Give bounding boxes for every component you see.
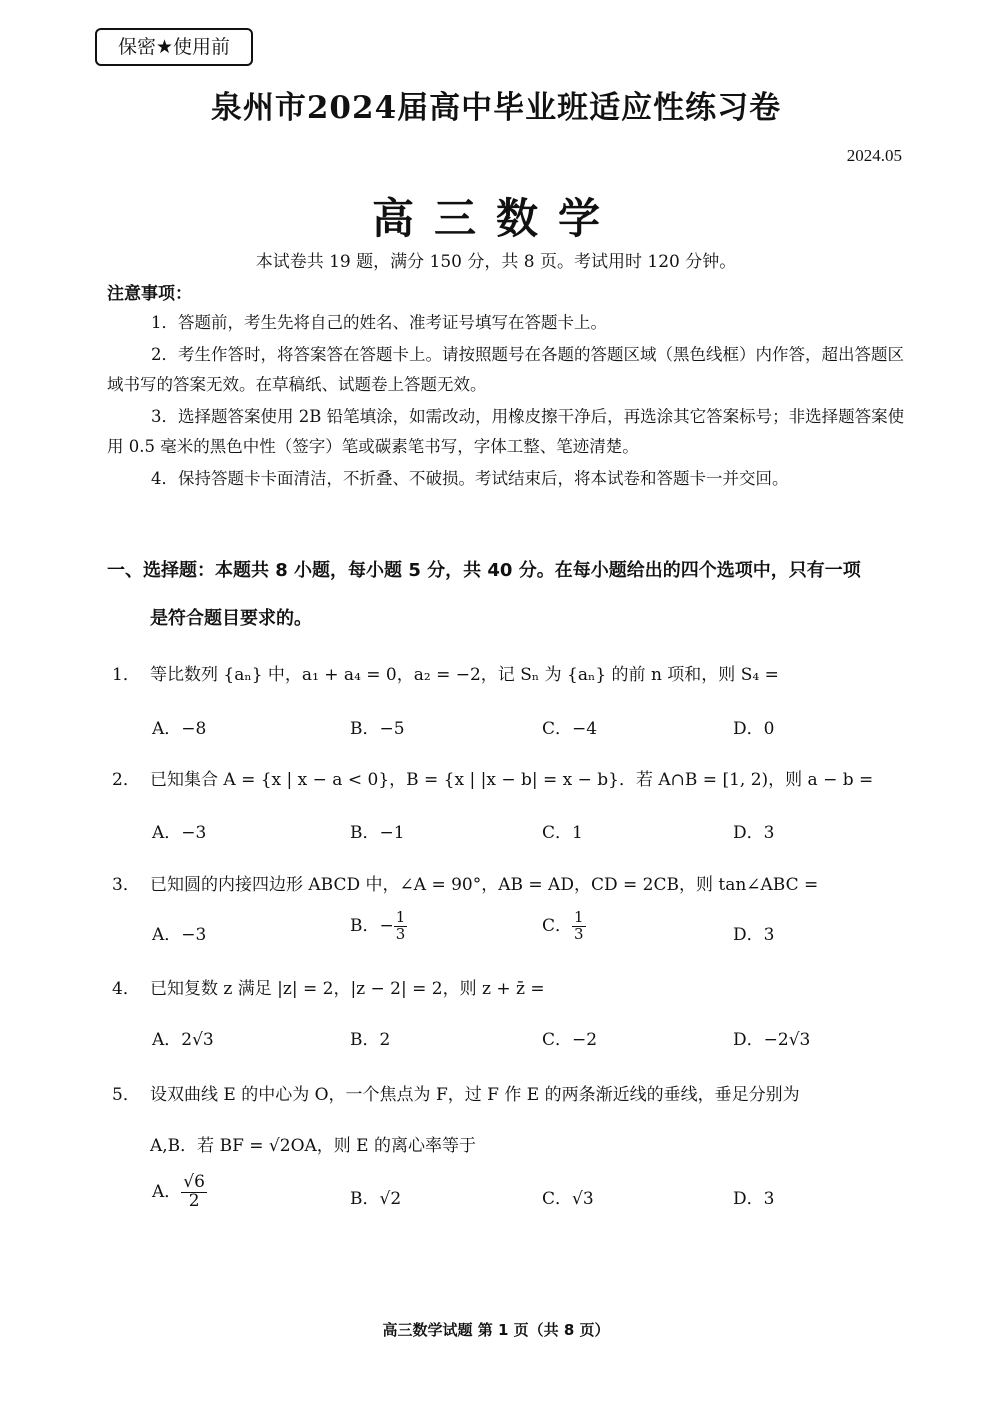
question-number: 3． [112, 875, 140, 895]
numerator: √6 [183, 1172, 205, 1192]
option-d: D．0 [733, 719, 775, 739]
option-c: C．1 [542, 823, 583, 843]
question-text: 已知复数 z 满足 |z| = 2，|z − 2| = 2，则 z + z̄ = [150, 979, 545, 999]
fraction [181, 1174, 207, 1211]
section-heading-line2: 是符合题目要求的。 [150, 608, 312, 629]
fraction [572, 910, 586, 943]
page-footer: 高三数学试题 第 1 页（共 8 页） [382, 1321, 610, 1339]
denominator: 3 [574, 924, 584, 943]
option-label: B．− [350, 915, 394, 936]
exam-title: 泉州市2024届高中毕业班适应性练习卷 [210, 90, 782, 126]
option-d: D．3 [733, 925, 775, 945]
option-b: B．√2 [350, 1189, 402, 1209]
question-2 [112, 765, 912, 790]
question-1 [112, 660, 912, 685]
question-number: 2． [112, 770, 140, 790]
numerator: 1 [395, 908, 406, 926]
option-b: B．−1 [350, 823, 405, 843]
numerator: 1 [574, 908, 584, 926]
section-heading-line1: 一、选择题：本题共 8 小题，每小题 5 分，共 40 分。在每小题给出的四个选项中，只有一项 [107, 560, 861, 581]
subject-title: 高三数学 [371, 194, 620, 243]
notice-item-1: 1．答题前，考生先将自己的姓名、准考证号填写在答题卡上。 [151, 313, 607, 332]
option-b: B．2 [350, 1030, 391, 1050]
denominator: 3 [395, 924, 406, 943]
option-b: B．−5 [350, 719, 405, 739]
option-a: A．−3 [152, 823, 207, 843]
option-c: C．−4 [542, 719, 598, 739]
option-a: A．−8 [152, 719, 207, 739]
option-a: A．2√3 [152, 1030, 214, 1050]
option-label: C． [542, 915, 573, 936]
question-3 [112, 870, 912, 895]
question-text: 已知圆的内接四边形 ABCD 中，∠A = 90°，AB = AD，CD = 2CB，则 tan∠ABC = [150, 875, 819, 895]
question-text: 等比数列 {aₙ} 中，a₁ + a₄ = 0，a₂ = −2，记 Sₙ 为 {aₙ} 的前 n 项和，则 S₄ = [150, 665, 779, 685]
option-c: C．−2 [542, 1030, 598, 1050]
question-text: 设双曲线 E 的中心为 O，一个焦点为 F，过 F 作 E 的两条渐近线的垂线，垂足分别为 [150, 1085, 800, 1105]
question-5-continued: A,B．若 BF = √2OA，则 E 的离心率等于 [150, 1136, 476, 1156]
option-a: A．−3 [152, 925, 207, 945]
question-number: 1． [112, 665, 140, 685]
question-number: 5． [112, 1085, 140, 1105]
option-c: C．√3 [542, 1189, 594, 1209]
notice-item-4: 4．保持答题卡卡面清洁，不折叠、不破损。考试结束后，将本试卷和答题卡一并交回。 [151, 469, 789, 488]
question-number: 4． [112, 979, 140, 999]
option-d: D．3 [733, 823, 775, 843]
fraction [394, 910, 408, 943]
option-b [350, 910, 407, 943]
option-d: D．3 [733, 1189, 775, 1209]
question-4 [112, 974, 912, 999]
option-d: D．−2√3 [733, 1030, 811, 1050]
denominator: 2 [188, 1190, 200, 1211]
question-5 [112, 1080, 912, 1105]
notice-title: 注意事项： [107, 284, 192, 304]
notice-item-3: 3．选择题答案使用 2B 铅笔填涂，如需改动，用橡皮擦干净后，再选涂其它答案标号；非选择题答案使用 0.5 毫米的黑色中性（签字）笔或碳素笔书写，字体工整、笔迹清楚。 [107, 407, 905, 456]
question-text: 已知集合 A = {x | x − a < 0}，B = {x | |x − b| = x − b}．若 A∩B = [1, 2)，则 a − b = [150, 770, 874, 790]
exam-date: 2024.05 [846, 146, 902, 165]
option-label: A． [152, 1181, 182, 1202]
confidential-badge: 保密★使用前 [95, 28, 253, 66]
exam-info: 本试卷共 19 题，满分 150 分，共 8 页。考试用时 120 分钟。 [255, 252, 737, 272]
option-c [542, 910, 586, 943]
notice-item-2: 2．考生作答时，将答案答在答题卡上。请按照题号在各题的答题区域（黑色线框）内作答，超出答题区域书写的答案无效。在草稿纸、试题卷上答题无效。 [107, 345, 904, 394]
option-a [152, 1174, 207, 1211]
